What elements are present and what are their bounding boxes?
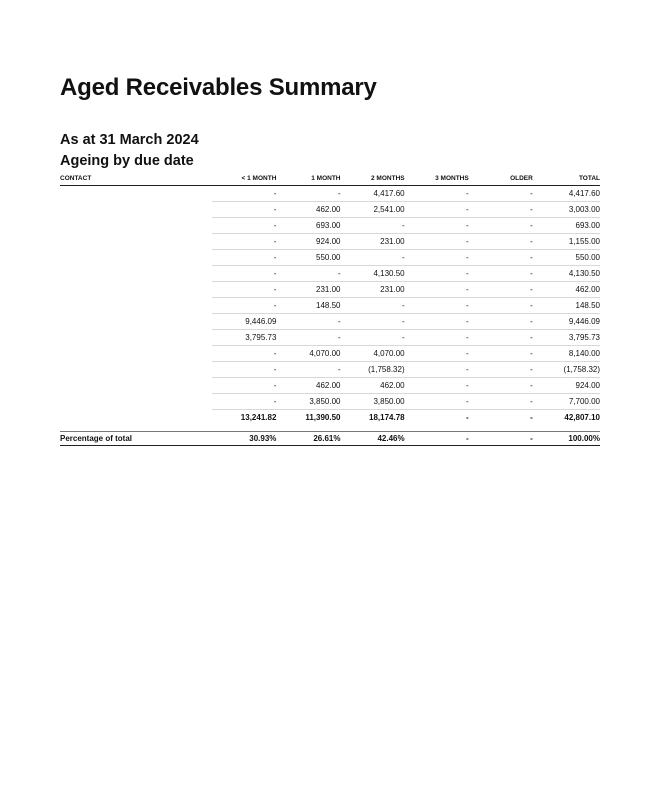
2-months-cell: - [341,298,405,314]
2-months-cell: - [341,330,405,346]
report-basis: Ageing by due date [60,153,194,169]
3-months-cell: - [405,362,469,378]
total-cell: 924.00 [533,378,600,394]
contact-cell [60,378,212,394]
total-2-months: 18,174.78 [369,413,405,422]
older-cell: - [469,362,533,378]
1-month-cell: 550.00 [276,250,340,266]
1-month-cell: - [276,314,340,330]
table-row [60,362,600,378]
3-months-cell: - [405,314,469,330]
2-months-cell: 462.00 [341,378,405,394]
3-months-cell: - [405,330,469,346]
2-months-cell: 3,850.00 [341,394,405,410]
total-cell: 7,700.00 [533,394,600,410]
table-row [60,346,600,362]
less-than-1-month-cell: - [212,186,276,202]
1-month-cell: - [276,330,340,346]
contact-cell [60,298,212,314]
contact-cell [60,330,212,346]
contact-cell [60,218,212,234]
contact-cell [60,314,212,330]
total-cell: 3,795.73 [533,330,600,346]
2-months-cell: 4,417.60 [341,186,405,202]
total-3-months: - [466,413,469,422]
2-months-cell: 4,130.50 [341,266,405,282]
2-months-cell: 4,070.00 [341,346,405,362]
older-cell: - [469,218,533,234]
col-header-contact: CONTACT [60,172,212,186]
total-cell: 4,417.60 [533,186,600,202]
older-cell: - [469,346,533,362]
total-cell: 1,155.00 [533,234,600,250]
contact-cell [60,362,212,378]
percentage-3-months: - [405,432,469,446]
3-months-cell: - [405,266,469,282]
less-than-1-month-cell: - [212,250,276,266]
percentage-older: - [469,432,533,446]
report-title: Aged Receivables Summary [60,74,377,101]
table-row [60,378,600,394]
contact-cell [60,394,212,410]
col-header-total: TOTAL [533,172,600,186]
table-body [60,186,600,446]
totals-label-cell [60,410,212,426]
3-months-cell: - [405,298,469,314]
total-cell: 462.00 [533,282,600,298]
2-months-cell: 231.00 [341,234,405,250]
3-months-cell: - [405,234,469,250]
total-cell: 4,130.50 [533,266,600,282]
percentage-row [60,432,600,446]
less-than-1-month-cell: 9,446.09 [212,314,276,330]
table-row [60,234,600,250]
percentage-total: 100.00% [533,432,600,446]
grand-total: 42,807.10 [564,413,600,422]
older-cell: - [469,314,533,330]
col-header-less-than-1-month: < 1 MONTH [212,172,276,186]
older-cell: - [469,186,533,202]
1-month-cell: 924.00 [276,234,340,250]
older-cell: - [469,394,533,410]
col-header-2-months: 2 MONTHS [341,172,405,186]
contact-cell [60,202,212,218]
2-months-cell: - [341,218,405,234]
1-month-cell: 462.00 [276,202,340,218]
totals-row [60,410,600,426]
older-cell: - [469,298,533,314]
percentage-1-month: 26.61% [276,432,340,446]
less-than-1-month-cell: - [212,202,276,218]
less-than-1-month-cell: - [212,346,276,362]
less-than-1-month-cell: - [212,362,276,378]
less-than-1-month-cell: - [212,394,276,410]
table-row [60,282,600,298]
percentage-label: Percentage of total [60,432,212,446]
total-1-month: 11,390.50 [305,413,341,422]
older-cell: - [469,266,533,282]
less-than-1-month-cell: - [212,234,276,250]
total-cell: 550.00 [533,250,600,266]
total-cell: 9,446.09 [533,314,600,330]
3-months-cell: - [405,218,469,234]
less-than-1-month-cell: - [212,266,276,282]
3-months-cell: - [405,250,469,266]
1-month-cell: - [276,362,340,378]
less-than-1-month-cell: - [212,298,276,314]
total-less-than-1-month: 13,241.82 [240,413,277,422]
table-row [60,186,600,202]
2-months-cell: (1,758.32) [341,362,405,378]
older-cell: - [469,330,533,346]
report-date: As at 31 March 2024 [60,132,199,148]
2-months-cell: 231.00 [341,282,405,298]
3-months-cell: - [405,202,469,218]
header-row [60,172,600,186]
col-header-1-month: 1 MONTH [276,172,340,186]
older-cell: - [469,202,533,218]
total-cell: 148.50 [533,298,600,314]
table-row [60,202,600,218]
col-header-older: OLDER [469,172,533,186]
3-months-cell: - [405,186,469,202]
older-cell: - [469,234,533,250]
1-month-cell: - [276,186,340,202]
2-months-cell: - [341,250,405,266]
total-cell: 8,140.00 [533,346,600,362]
col-header-3-months: 3 MONTHS [405,172,469,186]
less-than-1-month-cell: - [212,218,276,234]
contact-cell [60,186,212,202]
older-cell: - [469,378,533,394]
1-month-cell: 462.00 [276,378,340,394]
1-month-cell: 693.00 [276,218,340,234]
1-month-cell: 3,850.00 [276,394,340,410]
3-months-cell: - [405,346,469,362]
contact-cell [60,250,212,266]
2-months-cell: 2,541.00 [341,202,405,218]
contact-cell [60,282,212,298]
table-row [60,250,600,266]
total-older: - [530,413,533,422]
contact-cell [60,234,212,250]
percentage-2-months: 42.46% [341,432,405,446]
1-month-cell: 4,070.00 [276,346,340,362]
total-cell: 693.00 [533,218,600,234]
3-months-cell: - [405,378,469,394]
total-cell: (1,758.32) [533,362,600,378]
less-than-1-month-cell: 3,795.73 [212,330,276,346]
table-row [60,266,600,282]
1-month-cell: 231.00 [276,282,340,298]
table-row [60,314,600,330]
aged-receivables-table [60,172,600,446]
table-row [60,330,600,346]
table-row [60,394,600,410]
total-cell: 3,003.00 [533,202,600,218]
older-cell: - [469,250,533,266]
contact-cell [60,346,212,362]
percentage-less-than-1-month: 30.93% [212,432,276,446]
2-months-cell: - [341,314,405,330]
table-row [60,218,600,234]
1-month-cell: - [276,266,340,282]
1-month-cell: 148.50 [276,298,340,314]
3-months-cell: - [405,282,469,298]
contact-cell [60,266,212,282]
less-than-1-month-cell: - [212,378,276,394]
3-months-cell: - [405,394,469,410]
older-cell: - [469,282,533,298]
table-row [60,298,600,314]
less-than-1-month-cell: - [212,282,276,298]
